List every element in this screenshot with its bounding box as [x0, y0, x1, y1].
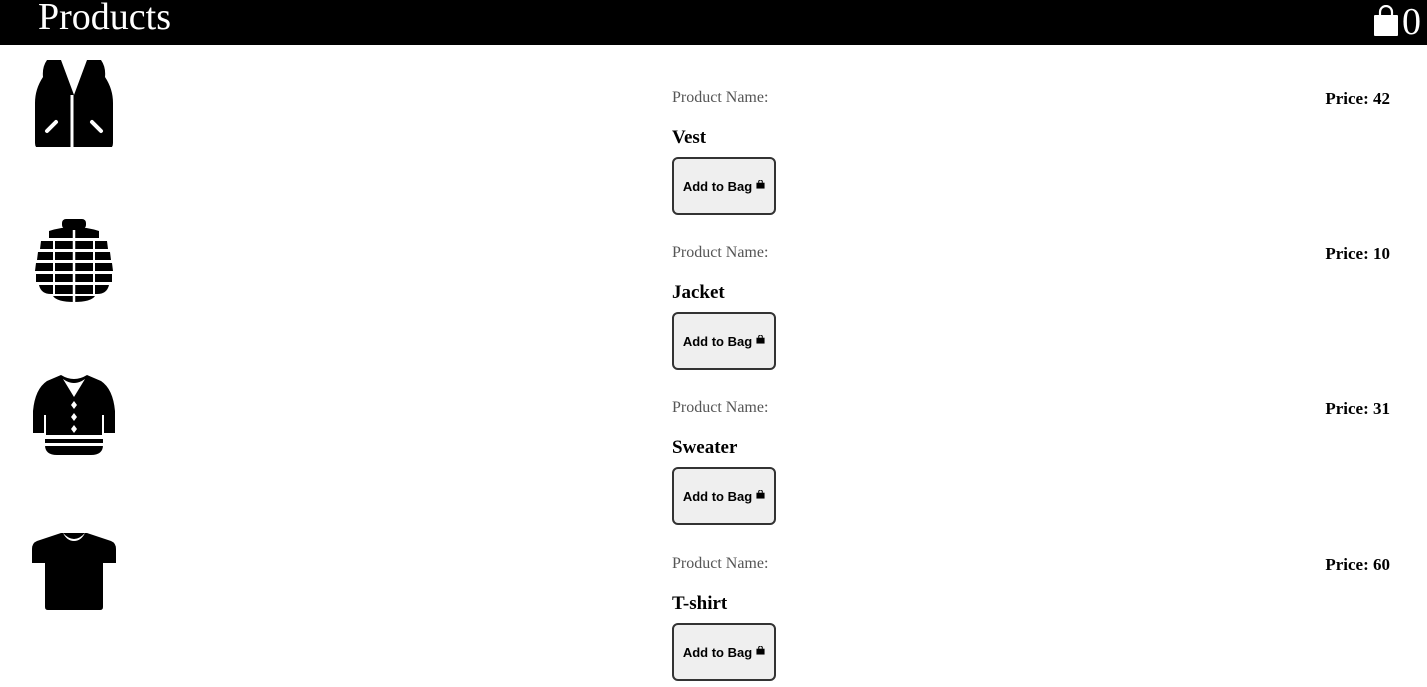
shopping-bag-icon [756, 332, 765, 347]
shopping-bag-button[interactable] [1372, 0, 1421, 43]
add-to-bag-label: Add to Bag [682, 333, 753, 349]
bag-count: 0 [1402, 1, 1421, 43]
product-name: Jacket [672, 282, 725, 303]
add-to-bag-button[interactable] [672, 623, 776, 681]
product-price: Price: 60 [1325, 555, 1390, 574]
product-name: T-shirt [672, 593, 728, 614]
product-price: Price: 42 [1325, 89, 1390, 108]
product-name: Vest [672, 127, 707, 148]
product-price: Price: 31 [1325, 399, 1390, 418]
product-name-label: Product Name: [672, 89, 769, 106]
add-to-bag-button[interactable] [672, 157, 776, 215]
shopping-bag-icon [756, 643, 765, 658]
add-to-bag-button[interactable] [672, 312, 776, 370]
shopping-bag-icon [1372, 5, 1400, 37]
product-name-label: Product Name: [672, 399, 769, 416]
product-name-label: Product Name: [672, 555, 769, 572]
product-item-tshirt [0, 519, 1427, 674]
product-item-sweater [0, 363, 1427, 518]
add-to-bag-label: Add to Bag [682, 488, 753, 504]
top-bar [0, 0, 1427, 45]
vest-icon [31, 53, 117, 147]
product-item-jacket [0, 208, 1427, 363]
add-to-bag-button[interactable] [672, 467, 776, 525]
product-item-vest [0, 53, 1427, 208]
add-to-bag-label: Add to Bag [682, 644, 753, 660]
jacket-icon [31, 208, 117, 302]
product-name-label: Product Name: [672, 244, 769, 261]
shopping-bag-icon [756, 177, 765, 192]
page-title: Products [38, 0, 171, 38]
product-price: Price: 10 [1325, 244, 1390, 263]
tshirt-icon [31, 519, 117, 613]
product-name: Sweater [672, 437, 738, 458]
add-to-bag-label: Add to Bag [682, 178, 753, 194]
shopping-bag-icon [756, 487, 765, 502]
sweater-icon [31, 363, 117, 457]
